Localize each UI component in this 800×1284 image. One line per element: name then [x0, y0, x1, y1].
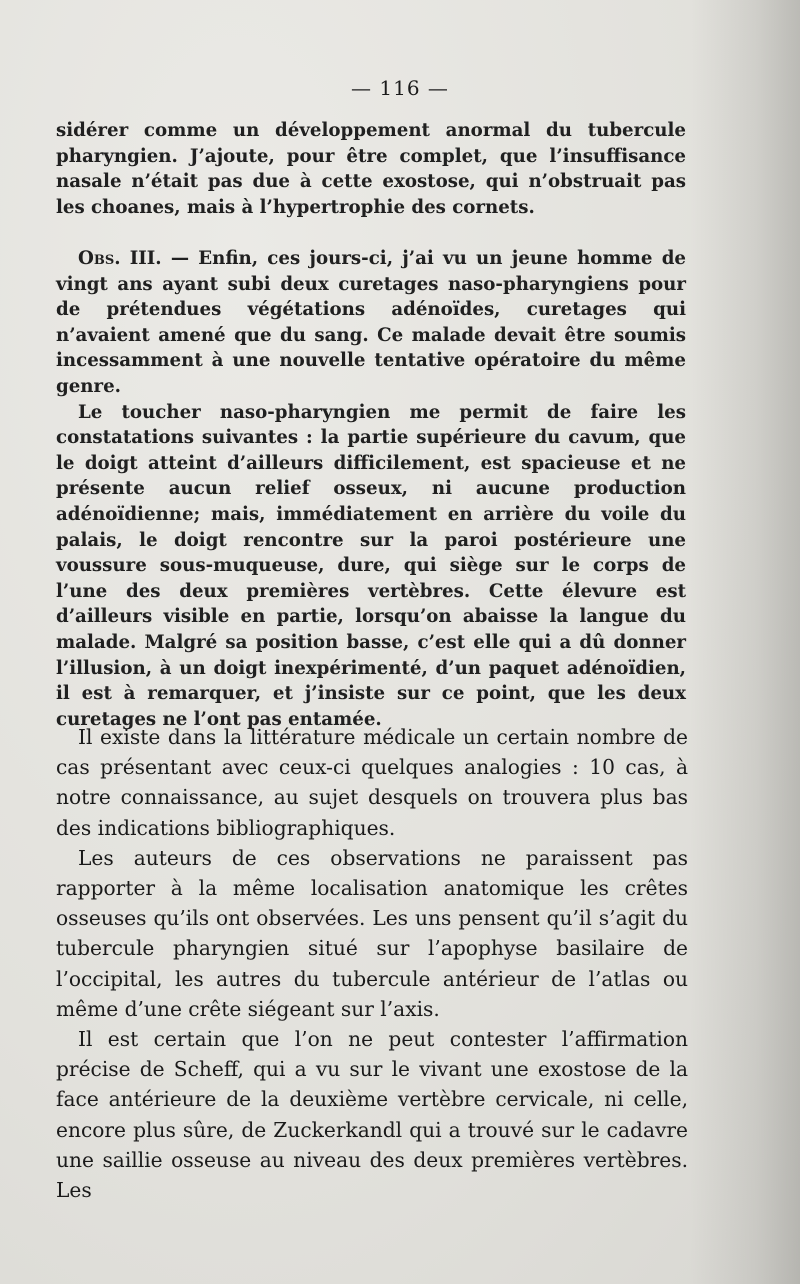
observation-label: Obs. III. — [78, 248, 162, 269]
page-number: — 116 — — [351, 76, 449, 100]
continuation-text: sidérer comme un développement anormal du tubercule pharyngien. J’ajoute, pour être complet, que l’insuffisance nasale n’était pas due à cette exostose, qui n’obstruait pas les choanes, mais à l’hypertrophie des cornets. — [56, 120, 686, 218]
main-paragraph-1: Il existe dans la littérature médicale un certain nombre de cas présentant avec ceux-ci quelques analogies : 10 cas, à notre connaissance, au sujet desquels on trouvera plus bas des indications bibliographiques. — [56, 725, 688, 840]
main-paragraph-2: Les auteurs de ces observations ne paraissent pas rapporter à la même localisation anatomique les crêtes osseuses qu’ils ont observées. Les uns pensent qu’il s’agit du tubercule pharyngien situé sur l’apophyse basilaire de l’occipital, les autres du tubercule antérieur de l’atlas ou même d’une crête siégeant sur l’axis. — [56, 845, 688, 1021]
main-text — [56, 722, 688, 1205]
main-paragraph-3: Il est certain que l’on ne peut contester l’affirmation précise de Scheff, qui a vu sur le vivant une exostose de la face antérieure de la deuxième vertèbre cervicale, ni celle, encore plus sûre, de Zuckerkandl qui a trouvé sur le cadavre une saillie osseuse au niveau des deux premières vertèbres. Les — [56, 1027, 688, 1203]
observation-block — [56, 246, 686, 732]
observation-paragraph-2: Le toucher naso-pharyngien me permit de faire les constatations suivantes : la partie supérieure du cavum, que le doigt atteint d’ailleurs difficilement, est spacieuse et ne présente aucun relief osseux, ni aucune production adénoïdienne; mais, immédiatement en arrière du voile du palais, le doigt rencontre sur la paroi postérieure une voussure sous-muqueuse, dure, qui siège sur le corps de l’une des deux premières vertèbres. Cette élevure est d’ailleurs visible en partie, lorsqu’on abaisse la langue du malade. Malgré sa position basse, c’est elle qui a dû donner l’illusion, à un doigt inexpérimenté, d’un paquet adénoïdien, il est à remarquer, et j’insiste sur ce point, que les deux curetages ne l’ont pas entamée. — [56, 401, 686, 730]
page-edge-shadow — [690, 0, 800, 1284]
continuation-paragraph — [56, 118, 686, 220]
observation-text: — Enfin, ces jours-ci, j’ai vu un jeune homme de vingt ans ayant subi deux curetages naso-pharyngiens pour de prétendues végétations adénoïdes, curetages qui n’avaient amené que du sang. Ce malade devait être soumis incessamment à une nouvelle tentative opératoire du même genre. — [56, 248, 686, 397]
observation-paragraph — [56, 246, 686, 400]
